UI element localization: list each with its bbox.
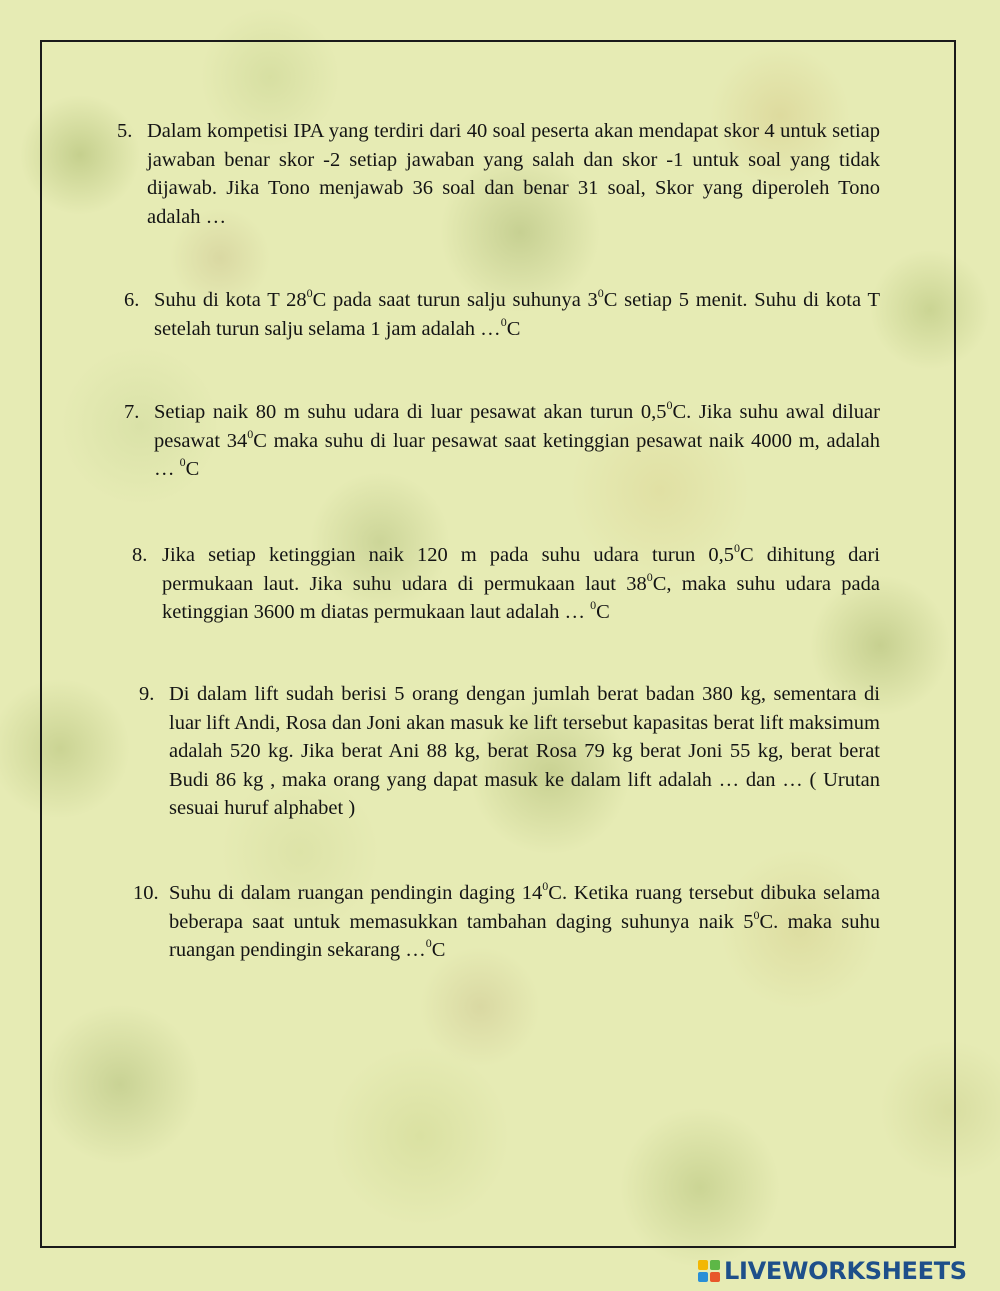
question-text-part: C	[185, 458, 200, 481]
degree-superscript: 0	[425, 936, 432, 951]
degree-superscript: 0	[306, 286, 313, 301]
brand-name: LIVEWORKSHEETS	[724, 1257, 967, 1285]
degree-superscript: 0	[179, 455, 186, 470]
question-text	[154, 398, 880, 484]
question-9	[139, 680, 880, 823]
question-text-part: Setiap naik 80 m suhu udara di luar pesawat akan turun 0,5	[154, 401, 667, 423]
question-text-part: C	[506, 317, 521, 340]
logo-square	[698, 1272, 708, 1282]
question-text-part: Jika setiap ketinggian naik 120 m pada suhu udara turun 0,5	[162, 544, 734, 566]
question-text-part: Suhu di dalam ruangan pendingin daging 14	[169, 882, 543, 904]
question-text-part: C. Ketika ruang tersebut dibuka selama beberapa saat untuk memasukkan tambahan daging suhunya naik 5	[169, 882, 880, 933]
degree-superscript: 0	[666, 398, 673, 413]
question-text	[147, 117, 880, 231]
question-10	[133, 879, 881, 965]
question-number: 6.	[124, 289, 140, 311]
question-text-part: C. Jika suhu awal diluar pesawat 34	[154, 401, 880, 452]
degree-superscript: 0	[542, 879, 549, 894]
question-number: 7.	[124, 401, 140, 423]
question-text	[169, 879, 880, 965]
liveworksheets-logo	[698, 1255, 967, 1287]
question-8	[132, 541, 880, 627]
question-text-part: C	[431, 939, 446, 962]
logo-square	[710, 1272, 720, 1282]
question-text-part: Suhu di kota T 28	[154, 289, 307, 311]
degree-superscript: 0	[590, 598, 597, 613]
question-text	[162, 541, 880, 627]
question-number: 8.	[132, 544, 148, 566]
logo-square	[710, 1260, 720, 1270]
question-text-part: C setiap 5 menit. Suhu di kota T setelah turun salju selama 1 jam adalah …	[154, 289, 880, 340]
question-text-part: C dihitung dari permukaan laut. Jika suhu udara di permukaan laut 38	[162, 544, 880, 595]
question-number: 5.	[117, 120, 133, 142]
degree-superscript: 0	[733, 541, 740, 556]
question-text-part: C	[596, 601, 610, 624]
question-text	[169, 680, 880, 823]
question-5	[117, 117, 880, 231]
question-number: 10.	[133, 882, 159, 904]
logo-square	[698, 1260, 708, 1270]
degree-superscript: 0	[247, 426, 254, 441]
question-text-part: C, maka suhu udara pada ketinggian 3600 m diatas permukaan laut adalah …	[162, 572, 880, 624]
question-6	[124, 286, 880, 343]
degree-superscript: 0	[646, 569, 653, 584]
question-text-part: Di dalam lift sudah berisi 5 orang dengan jumlah berat badan 380 kg, sementara di luar lift Andi, Rosa dan Joni akan masuk ke lift tersebut kapasitas berat lift maksimum adalah 520 kg. Jika berat Ani 88 kg, berat Rosa 79 kg berat Joni 55 kg, berat berat Budi 86 kg , maka orang yang dapat masuk ke dalam lift adalah … dan … ( Urutan sesuai huruf alphabet )	[169, 683, 880, 820]
degree-superscript: 0	[500, 314, 507, 329]
question-text	[154, 286, 880, 343]
question-text-part: Dalam kompetisi IPA yang terdiri dari 40 soal peserta akan mendapat skor 4 untuk setiap jawaban benar skor -2 setiap jawaban yang salah dan skor -1 untuk soal yang tidak dijawab. Jika Tono menjawab 36 soal dan benar 31 soal, Skor yang diperoleh Tono adalah …	[147, 120, 880, 228]
degree-superscript: 0	[753, 907, 760, 922]
question-text-part: C pada saat turun salju suhunya 3	[312, 289, 598, 311]
question-text-part: C. maka suhu ruangan pendingin sekarang …	[169, 910, 881, 962]
question-text-part: C maka suhu di luar pesawat saat ketinggian pesawat naik 4000 m, adalah …	[154, 429, 880, 481]
question-7	[124, 398, 880, 484]
question-number: 9.	[139, 683, 155, 705]
degree-superscript: 0	[597, 286, 604, 301]
liveworksheets-icon	[698, 1260, 720, 1282]
